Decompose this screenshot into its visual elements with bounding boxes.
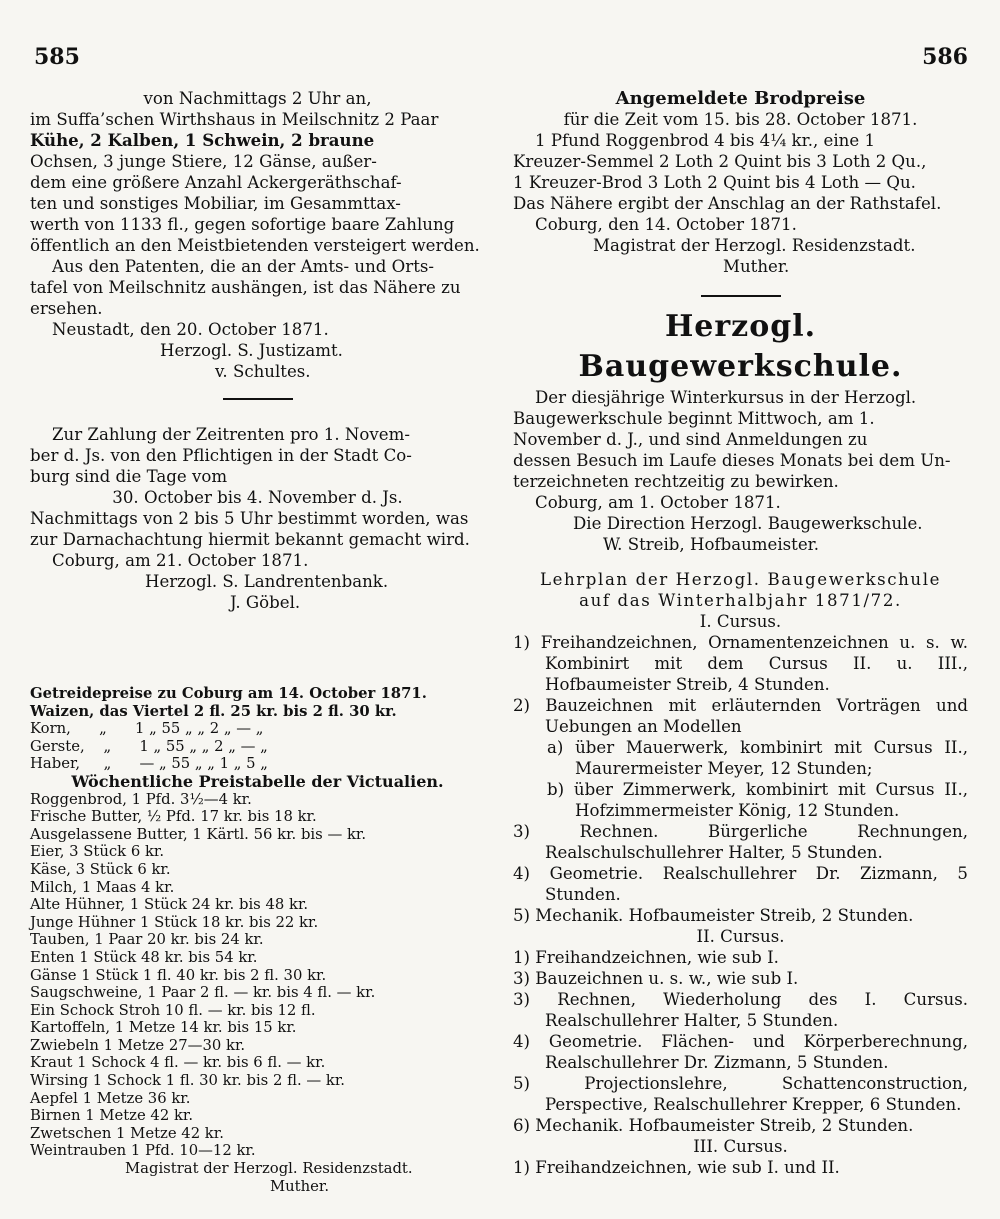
text-line: dessen Besuch im Laufe dieses Monats bei dem Un- xyxy=(513,451,951,470)
list-item: Zwetschen 1 Metze 42 kr. xyxy=(30,1124,224,1142)
text-line: dem eine größere Anzahl Ackergeräthschaf- xyxy=(30,173,402,192)
list-item: 5) Mechanik. Hofbaumeister Streib, 2 Stunden. xyxy=(513,906,914,925)
signature-name: Muther. xyxy=(723,257,790,276)
list-item: 6) Mechanik. Hofbaumeister Streib, 2 Stunden. xyxy=(513,1116,914,1135)
text-line: Kreuzer-Semmel 2 Loth 2 Quint bis 3 Loth 2 Qu., xyxy=(513,152,927,171)
list-item: Saugschweine, 1 Paar 2 fl. — kr. bis 4 fl. — kr. xyxy=(30,984,376,1002)
text-line: burg sind die Tage vom xyxy=(30,467,228,486)
text-line: zur Darnachachtung hiermit bekannt gemacht wird. xyxy=(30,530,470,549)
list-item: b) über Zimmerwerk, kombinirt mit Cursus II., Hofzimmermeister König, 12 Stunden. xyxy=(547,780,968,820)
signature-office: Die Direction Herzogl. Baugewerkschule. xyxy=(573,514,923,533)
list-item: Roggenbrod, 1 Pfd. 3½—4 kr. xyxy=(30,790,252,808)
text-line: tafel von Meilschnitz aushängen, ist das Nähere zu xyxy=(30,278,461,297)
text-line: Nachmittags von 2 bis 5 Uhr bestimmt worden, was xyxy=(30,509,469,528)
victual-prices xyxy=(30,773,485,1195)
text-line: 30. October bis 4. November d. Js. xyxy=(112,488,403,507)
text-line: terzeichneten rechtzeitig zu bewirken. xyxy=(513,472,839,491)
list-item: Kartoffeln, 1 Metze 14 kr. bis 15 kr. xyxy=(30,1019,297,1037)
grain-row: Waizen, das Viertel 2 fl. 25 kr. bis 2 fl. 30 kr. xyxy=(30,702,397,720)
list-item: Weintrauben 1 Pfd. 10—12 kr. xyxy=(30,1142,256,1160)
list-item: Aepfel 1 Metze 36 kr. xyxy=(30,1089,191,1107)
text-line: ersehen. xyxy=(30,299,103,318)
list-item: Alte Hühner, 1 Stück 24 kr. bis 48 kr. xyxy=(30,896,309,914)
list-item: 4) Geometrie. Realschullehrer Dr. Zizmann, 5 Stunden. xyxy=(513,864,968,904)
list-item: Kraut 1 Schock 4 fl. — kr. bis 6 fl. — kr. xyxy=(30,1054,326,1072)
list-item: Junge Hühner 1 Stück 18 kr. bis 22 kr. xyxy=(30,913,319,931)
grain-row: Korn, „ 1 „ 55 „ „ 2 „ — „ xyxy=(30,720,264,738)
list-item: 3) Rechnen, Wiederholung des I. Cursus. Realschullehrer Halter, 5 Stunden. xyxy=(513,990,968,1030)
text-line: Der diesjährige Winterkursus in der Herzogl. xyxy=(535,388,917,407)
text-line: Ochsen, 3 junge Stiere, 12 Gänse, außer- xyxy=(30,152,377,171)
list-item: 4) Geometrie. Flächen- und Körperberechnung, Realschullehrer Dr. Zizmann, 5 Stunden. xyxy=(513,1032,968,1072)
text-line: 1 Pfund Roggenbrod 4 bis 4¼ kr., eine 1 xyxy=(535,131,876,150)
text-line: Kühe, 2 Kalben, 1 Schwein, 2 braune xyxy=(30,130,375,150)
left-column xyxy=(30,88,485,1195)
list-item: Ein Schock Stroh 10 fl. — kr. bis 12 fl. xyxy=(30,1001,316,1019)
school-title: Herzogl. Baugewerkschule. xyxy=(578,309,903,384)
victual-title: Wöchentliche Preistabelle der Victualien. xyxy=(71,771,444,791)
divider xyxy=(223,398,293,400)
signature-office: Magistrat der Herzogl. Residenzstadt. xyxy=(125,1160,413,1178)
grain-row: Gerste, „ 1 „ 55 „ „ 2 „ — „ xyxy=(30,737,268,755)
list-item: Eier, 3 Stück 6 kr. xyxy=(30,843,165,861)
signature-name: Muther. xyxy=(270,1177,330,1195)
list-item: 5) Projectionslehre, Schattenconstruction, Perspective, Realschullehrer Krepper, 6 Stunden. xyxy=(513,1074,968,1114)
list-item: 1) Freihandzeichnen, wie sub I. und II. xyxy=(513,1158,840,1177)
list-item: Zwiebeln 1 Metze 27—30 kr. xyxy=(30,1036,246,1054)
list-item: 1) Freihandzeichnen, Ornamentenzeichnen u. s. w. Kombinirt mit dem Cursus II. u. III., Hofbaumeister Streib, 4 Stunden. xyxy=(513,633,968,694)
right-column xyxy=(513,88,968,1178)
text-line: werth von 1133 fl., gegen sofortige baare Zahlung xyxy=(30,215,455,234)
bread-title: Angemeldete Brodpreise xyxy=(615,88,866,109)
signature-date: Coburg, am 21. October 1871. xyxy=(52,551,309,570)
signature-date: Neustadt, den 20. October 1871. xyxy=(52,320,329,339)
list-item: Birnen 1 Metze 42 kr. xyxy=(30,1107,194,1125)
school-notice xyxy=(513,307,968,555)
course-heading: II. Cursus. xyxy=(696,927,785,946)
text-line: 1 Kreuzer-Brod 3 Loth 2 Quint bis 4 Loth — Qu. xyxy=(513,173,916,192)
list-item: a) über Mauerwerk, kombinirt mit Cursus II., Maurermeister Meyer, 12 Stunden; xyxy=(547,738,968,778)
page-number-left: 585 xyxy=(34,44,80,70)
list-item: 3) Rechnen. Bürgerliche Rechnungen, Realschulschullehrer Halter, 5 Stunden. xyxy=(513,822,968,862)
signature-name: v. Schultes. xyxy=(215,362,311,381)
grain-row: Haber, „ — „ 55 „ „ 1 „ 5 „ xyxy=(30,755,268,773)
text-line: November d. J., und sind Anmeldungen zu xyxy=(513,430,868,449)
text-line: öffentlich an den Meistbietenden versteigert werden. xyxy=(30,236,480,255)
text-line: für die Zeit vom 15. bis 28. October 1871. xyxy=(563,110,918,129)
course-heading: I. Cursus. xyxy=(699,612,782,631)
grain-title: Getreidepreise zu Coburg am 14. October 1871. xyxy=(30,685,427,702)
rent-notice xyxy=(30,424,485,613)
text-line: im Suffa’schen Wirthshaus in Meilschnitz 2 Paar xyxy=(30,110,439,129)
signature-name: W. Streib, Hofbaumeister. xyxy=(603,535,820,554)
signature-office: Magistrat der Herzogl. Residenzstadt. xyxy=(593,236,916,255)
signature-date: Coburg, am 1. October 1871. xyxy=(535,493,781,512)
list-item: 1) Freihandzeichnen, wie sub I. xyxy=(513,948,779,967)
course-heading: III. Cursus. xyxy=(693,1137,788,1156)
list-item: Gänse 1 Stück 1 fl. 40 kr. bis 2 fl. 30 kr. xyxy=(30,966,327,984)
signature-office: Herzogl. S. Justizamt. xyxy=(160,341,343,360)
signature-name: J. Göbel. xyxy=(230,593,301,612)
list-item: Wirsing 1 Schock 1 fl. 30 kr. bis 2 fl. — kr. xyxy=(30,1072,345,1090)
list-item: Käse, 3 Stück 6 kr. xyxy=(30,860,171,878)
list-item: Ausgelassene Butter, 1 Kärtl. 56 kr. bis — kr. xyxy=(30,825,367,843)
list-item: 2) Bauzeichnen mit erläuternden Vorträgen und Uebungen an Modellen xyxy=(513,696,968,736)
list-item: Tauben, 1 Paar 20 kr. bis 24 kr. xyxy=(30,931,264,949)
curriculum-title: auf das Winterhalbjahr 1871/72. xyxy=(579,591,902,610)
signature-date: Coburg, den 14. October 1871. xyxy=(535,215,797,234)
bread-prices xyxy=(513,88,968,277)
curriculum-title: Lehrplan der Herzogl. Baugewerkschule xyxy=(539,570,942,589)
text-line: ber d. Js. von den Pflichtigen in der Stadt Co- xyxy=(30,446,412,465)
text-line: Baugewerkschule beginnt Mittwoch, am 1. xyxy=(513,409,875,428)
text-line: ten und sonstiges Mobiliar, im Gesammttax- xyxy=(30,194,401,213)
list-item: 3) Bauzeichnen u. s. w., wie sub I. xyxy=(513,969,799,988)
list-item: Enten 1 Stück 48 kr. bis 54 kr. xyxy=(30,948,258,966)
divider xyxy=(701,295,781,297)
auction-notice xyxy=(30,88,485,382)
text-line: Aus den Patenten, die an der Amts- und Orts- xyxy=(52,257,434,276)
text-line: Das Nähere ergibt der Anschlag an der Rathstafel. xyxy=(513,194,942,213)
text-line: von Nachmittags 2 Uhr an, xyxy=(143,89,372,108)
text-line: Zur Zahlung der Zeitrenten pro 1. Novem- xyxy=(52,425,410,444)
list-item: Milch, 1 Maas 4 kr. xyxy=(30,878,175,896)
list-item: Frische Butter, ½ Pfd. 17 kr. bis 18 kr. xyxy=(30,808,317,826)
signature-office: Herzogl. S. Landrentenbank. xyxy=(145,572,389,591)
grain-prices xyxy=(30,685,485,773)
curriculum xyxy=(513,569,968,1178)
page-number-right: 586 xyxy=(922,44,968,70)
